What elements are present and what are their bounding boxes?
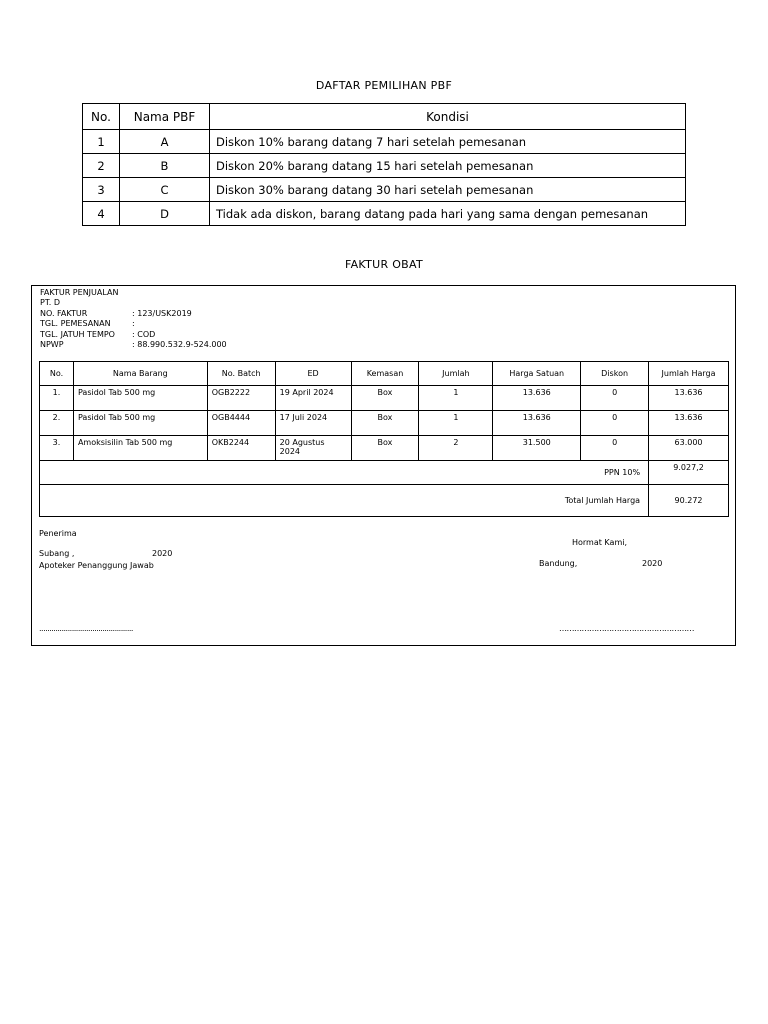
col-pack: Kemasan xyxy=(351,362,419,386)
item-discount: 0 xyxy=(581,386,649,411)
item-ed: 20 Agustus 2024 xyxy=(275,436,351,461)
pbf-no: 2 xyxy=(83,154,120,178)
invoice-box xyxy=(31,285,736,646)
table-row xyxy=(83,130,686,154)
col-qty: Jumlah xyxy=(419,362,493,386)
invoice-field-order-date xyxy=(40,319,135,329)
grand-total-value: 90.272 xyxy=(649,485,729,517)
item-no: 2. xyxy=(40,411,74,436)
receiver-role: Apoteker Penanggung Jawab xyxy=(39,561,154,570)
item-price: 31.500 xyxy=(493,436,581,461)
item-pack: Box xyxy=(351,411,419,436)
item-total: 63.000 xyxy=(649,436,729,461)
ppn-row xyxy=(40,461,729,485)
col-batch: No. Batch xyxy=(207,362,275,386)
pbf-header-name: Nama PBF xyxy=(120,104,210,130)
item-discount: 0 xyxy=(581,411,649,436)
pbf-no: 4 xyxy=(83,202,120,226)
item-ed: 17 Juli 2024 xyxy=(275,411,351,436)
item-price: 13.636 xyxy=(493,386,581,411)
field-label: TGL. PEMESANAN xyxy=(40,319,111,328)
pbf-condition: Diskon 10% barang datang 7 hari setelah pemesanan xyxy=(210,130,686,154)
item-batch: OGB2222 xyxy=(207,386,275,411)
pbf-no: 1 xyxy=(83,130,120,154)
item-pack: Box xyxy=(351,386,419,411)
item-qty: 1 xyxy=(419,411,493,436)
sender-label: Hormat Kami, xyxy=(572,538,627,547)
item-name: Pasidol Tab 500 mg xyxy=(73,386,207,411)
pbf-condition: Diskon 30% barang datang 30 hari setelah pemesanan xyxy=(210,178,686,202)
col-no: No. xyxy=(40,362,74,386)
item-ed: 19 April 2024 xyxy=(275,386,351,411)
field-value: : 88.990.532.9-524.000 xyxy=(132,340,227,349)
pbf-list-title: DAFTAR PEMILIHAN PBF xyxy=(315,79,453,92)
item-pack: Box xyxy=(351,436,419,461)
pbf-table xyxy=(82,103,686,226)
receiver-label: Penerima xyxy=(39,529,77,538)
col-item-name: Nama Barang xyxy=(73,362,207,386)
pbf-condition: Diskon 20% barang datang 15 hari setelah pemesanan xyxy=(210,154,686,178)
table-row xyxy=(83,154,686,178)
pbf-header-no: No. xyxy=(83,104,120,130)
field-value: : xyxy=(132,319,135,328)
receiver-signature-line: .............................................. xyxy=(39,624,133,633)
grand-total-label: Total Jumlah Harga xyxy=(40,485,649,517)
item-price: 13.636 xyxy=(493,411,581,436)
item-name: Pasidol Tab 500 mg xyxy=(73,411,207,436)
pbf-name: A xyxy=(120,130,210,154)
sender-year: 2020 xyxy=(642,559,663,568)
col-line-total: Jumlah Harga xyxy=(649,362,729,386)
invoice-company: PT. D xyxy=(40,298,61,307)
pbf-no: 3 xyxy=(83,178,120,202)
item-total: 13.636 xyxy=(649,386,729,411)
pbf-name: B xyxy=(120,154,210,178)
item-qty: 2 xyxy=(419,436,493,461)
table-row xyxy=(83,202,686,226)
invoice-heading: FAKTUR PENJUALAN xyxy=(40,288,119,297)
item-batch: OKB2244 xyxy=(207,436,275,461)
ppn-value: 9.027,2 xyxy=(649,461,729,485)
ppn-label: PPN 10% xyxy=(40,461,649,485)
item-no: 3. xyxy=(40,436,74,461)
table-row xyxy=(83,178,686,202)
item-name: Amoksisilin Tab 500 mg xyxy=(73,436,207,461)
receiver-year: 2020 xyxy=(152,549,173,558)
pbf-condition: Tidak ada diskon, barang datang pada hari yang sama dengan pemesanan xyxy=(210,202,686,226)
invoice-field-number xyxy=(40,309,192,319)
field-label: TGL. JATUH TEMPO xyxy=(40,330,115,339)
col-ed: ED xyxy=(275,362,351,386)
item-discount: 0 xyxy=(581,436,649,461)
field-value: : 123/USK2019 xyxy=(132,309,192,318)
receiver-place: Subang , xyxy=(39,549,75,558)
col-unit-price: Harga Satuan xyxy=(493,362,581,386)
field-value: : COD xyxy=(132,330,156,339)
invoice-field-due-date xyxy=(40,330,156,340)
invoice-field-npwp xyxy=(40,340,227,350)
item-no: 1. xyxy=(40,386,74,411)
sender-signature-line: ……………………………………………… xyxy=(559,624,694,633)
item-total: 13.636 xyxy=(649,411,729,436)
field-label: NO. FAKTUR xyxy=(40,309,88,318)
item-qty: 1 xyxy=(419,386,493,411)
invoice-table xyxy=(39,361,729,517)
grand-total-row xyxy=(40,485,729,517)
pbf-table-header xyxy=(83,104,686,130)
table-row xyxy=(40,436,729,461)
pbf-name: D xyxy=(120,202,210,226)
invoice-title: FAKTUR OBAT xyxy=(344,258,423,271)
invoice-table-header xyxy=(40,362,729,386)
table-row xyxy=(40,411,729,436)
sender-place: Bandung, xyxy=(539,559,578,568)
pbf-header-condition: Kondisi xyxy=(210,104,686,130)
table-row xyxy=(40,386,729,411)
field-label: NPWP xyxy=(40,340,64,349)
item-batch: OGB4444 xyxy=(207,411,275,436)
col-discount: Diskon xyxy=(581,362,649,386)
pbf-name: C xyxy=(120,178,210,202)
